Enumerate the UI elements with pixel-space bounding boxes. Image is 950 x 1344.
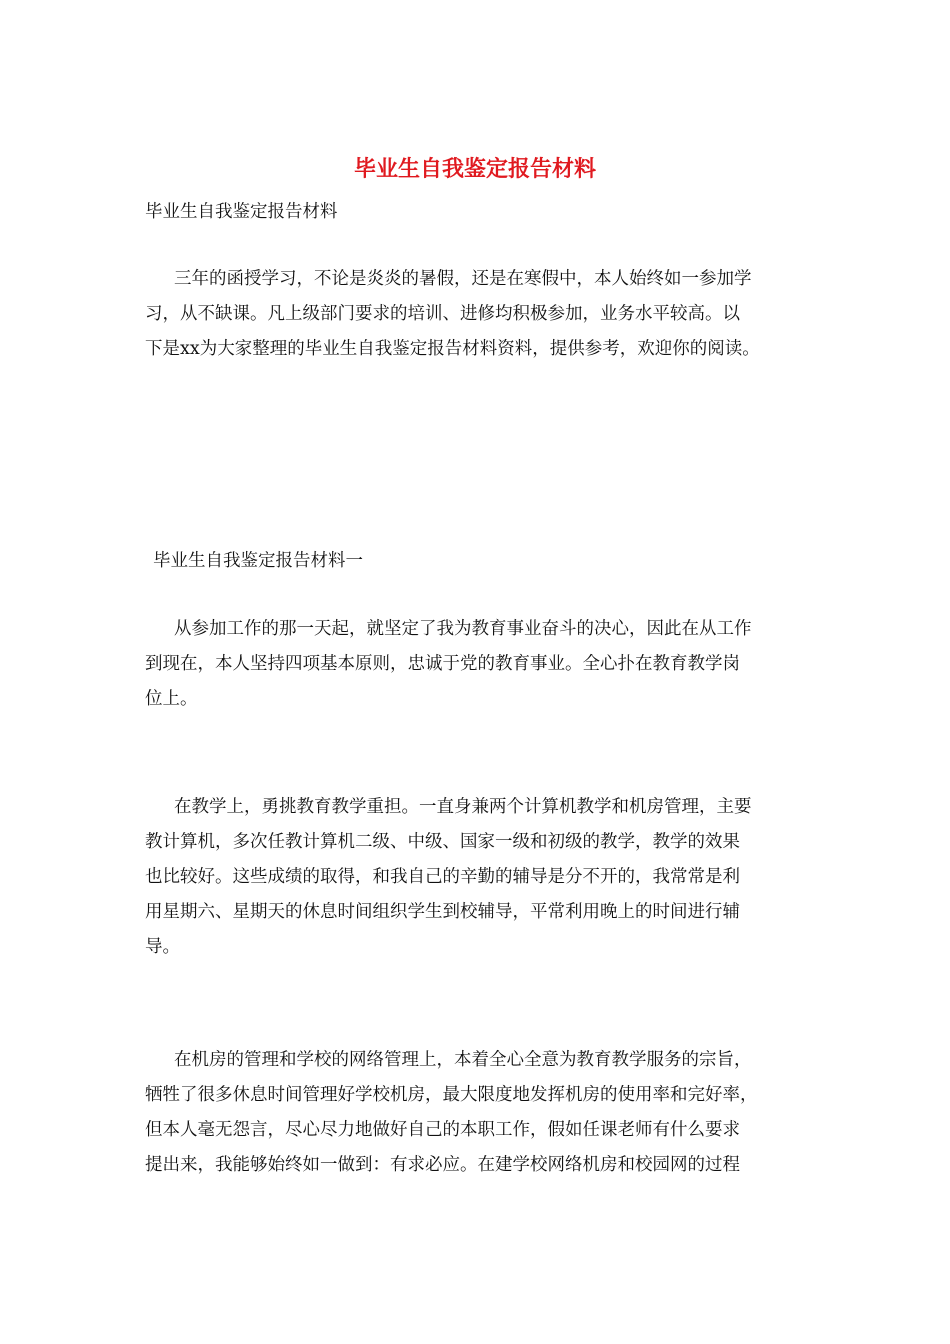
paragraph-line: 牺牲了很多休息时间管理好学校机房，最大限度地发挥机房的使用率和完好率， — [145, 1085, 758, 1105]
body-paragraph-2 — [145, 790, 815, 965]
document-title: 毕业生自我鉴定报告材料 — [353, 156, 596, 182]
document-subtitle: 毕业生自我鉴定报告材料 — [145, 202, 338, 222]
paragraph-line: 在机房的管理和学校的网络管理上，本着全心全意为教育教学服务的宗旨， — [174, 1050, 752, 1070]
paragraph-line: 提出来，我能够始终如一做到：有求必应。在建学校网络机房和校园网的过程 — [145, 1155, 740, 1175]
intro-line: 三年的函授学习，不论是炎炎的暑假，还是在寒假中，本人始终如一参加学 — [174, 269, 752, 289]
paragraph-line: 但本人毫无怨言，尽心尽力地做好自己的本职工作，假如任课老师有什么要求 — [145, 1120, 740, 1140]
body-paragraph-1 — [145, 612, 815, 717]
intro-line: 下是xx为大家整理的毕业生自我鉴定报告材料资料，提供参考，欢迎你的阅读。 — [145, 339, 760, 359]
intro-line: 习，从不缺课。凡上级部门要求的培训、进修均积极参加，业务水平较高。以 — [145, 304, 740, 324]
body-paragraph-3 — [145, 1043, 815, 1183]
paragraph-line: 位上。 — [145, 689, 198, 709]
paragraph-line: 到现在，本人坚持四项基本原则，忠诚于党的教育事业。全心扑在教育教学岗 — [145, 654, 740, 674]
paragraph-line: 用星期六、星期天的休息时间组织学生到校辅导，平常利用晚上的时间进行辅 — [145, 902, 740, 922]
paragraph-line: 从参加工作的那一天起，就坚定了我为教育事业奋斗的决心，因此在从工作 — [174, 619, 752, 639]
paragraph-line: 在教学上，勇挑教育教学重担。一直身兼两个计算机教学和机房管理，主要 — [174, 797, 752, 817]
paragraph-line: 教计算机，多次任教计算机二级、中级、国家一级和初级的教学，教学的效果 — [145, 832, 740, 852]
paragraph-line: 也比较好。这些成绩的取得，和我自己的辛勤的辅导是分不开的，我常常是利 — [145, 867, 740, 887]
intro-paragraph — [145, 262, 815, 367]
paragraph-line: 导。 — [145, 937, 180, 957]
section-heading: 毕业生自我鉴定报告材料一 — [153, 551, 363, 571]
